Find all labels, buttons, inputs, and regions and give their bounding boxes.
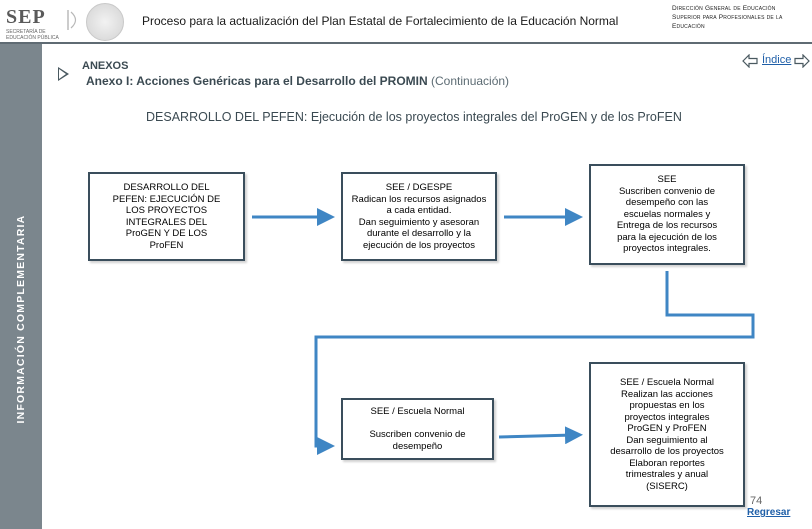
annex-title-continuation: (Continuación) xyxy=(431,74,510,88)
flow-box-text: SEE / DGESPE Radican los recursos asignados a cada entidad. Dan seguimiento y asesoran durante el desarrollo y la ejecución de los proyectos xyxy=(351,182,487,251)
sep-logo: SEP xyxy=(6,6,46,28)
flow-arrow-4-5 xyxy=(499,435,574,437)
flow-box-school-agreement xyxy=(341,398,494,460)
back-link[interactable]: Regresar xyxy=(747,507,791,518)
section-label: ANEXOS xyxy=(82,60,129,72)
flow-box-text: SEE / Escuela Normal Suscriben convenio de desempeño xyxy=(369,406,466,452)
flow-box-text: DESARROLLO DEL PEFEN: EJECUCIÓN DE LOS PROYECTOS INTEGRALES DEL ProGEN Y DE LOS ProFEN xyxy=(112,182,221,251)
flow-box-text: SEE / Escuela Normal Realizan las acciones propuestas en los proyectos integrales ProGEN y ProFEN Dan seguimiento al desarrollo de los proyectos Elaboran reportes trimestrales y anual (SISERC) xyxy=(610,377,724,492)
sidebar-label: INFORMACIÓN COMPLEMENTARIA xyxy=(15,214,27,424)
header-title: Proceso para la actualización del Plan Estatal de Fortalecimiento de la Educación Normal xyxy=(142,14,619,28)
flow-box-see-dgespe xyxy=(341,172,497,261)
flow-box-pefen-development xyxy=(88,172,245,261)
annex-title-main: Anexo I: Acciones Genéricas para el Desarrollo del PROMIN xyxy=(86,74,428,88)
diagram-title: DESARROLLO DEL PEFEN: Ejecución de los proyectos integrales del ProGEN y de los ProFEN xyxy=(146,110,682,124)
sep-logo-subtext: SECRETARÍA DE EDUCACIÓN PÚBLICA xyxy=(6,29,59,41)
flow-box-text: SEE Suscriben convenio de desempeño con las escuelas normales y Entrega de los recursos para la ejecución de los proyectos integrales. xyxy=(616,174,718,255)
page-number: 74 xyxy=(750,495,763,507)
flow-box-see-agreement xyxy=(589,164,745,265)
index-link[interactable]: Índice xyxy=(762,54,792,66)
flow-box-school-actions xyxy=(589,362,745,507)
department-name: Dirección General de Educación Superior para Profesionales de la Educación xyxy=(672,5,783,30)
